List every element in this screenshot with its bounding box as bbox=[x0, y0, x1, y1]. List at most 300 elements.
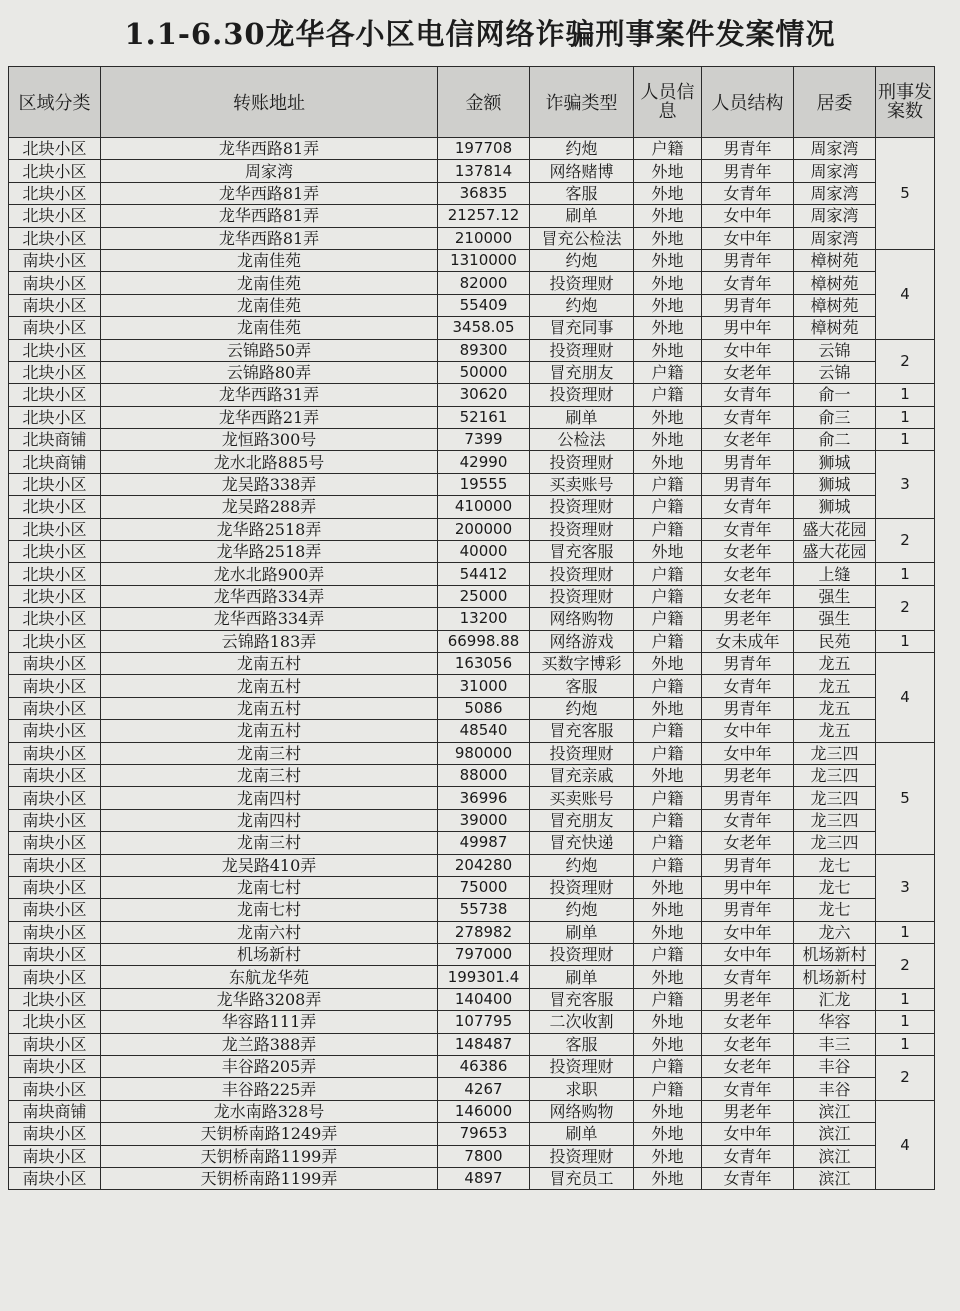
address-cell: 龙华西路81弄 bbox=[101, 138, 438, 160]
table-row bbox=[9, 1167, 935, 1189]
amount-cell: 7800 bbox=[438, 1145, 530, 1167]
person-structure-cell: 女青年 bbox=[702, 1167, 794, 1189]
address-cell: 龙南佳苑 bbox=[101, 272, 438, 294]
region-cell: 北块小区 bbox=[9, 205, 101, 227]
table-row bbox=[9, 451, 935, 473]
person-structure-cell: 女老年 bbox=[702, 541, 794, 563]
fraud-type-cell: 约炮 bbox=[530, 294, 634, 316]
person-structure-cell: 男青年 bbox=[702, 697, 794, 719]
committee-cell: 云锦 bbox=[794, 361, 876, 383]
table-row bbox=[9, 944, 935, 966]
address-cell: 龙南六村 bbox=[101, 921, 438, 943]
fraud-type-cell: 约炮 bbox=[530, 138, 634, 160]
committee-cell: 俞三 bbox=[794, 406, 876, 428]
person-info-cell: 外地 bbox=[634, 1033, 702, 1055]
table-row bbox=[9, 563, 935, 585]
person-info-cell: 户籍 bbox=[634, 1078, 702, 1100]
fraud-type-cell: 冒充客服 bbox=[530, 988, 634, 1010]
address-cell: 龙水南路328号 bbox=[101, 1100, 438, 1122]
person-structure-cell: 男中年 bbox=[702, 317, 794, 339]
fraud-type-cell: 冒充快递 bbox=[530, 832, 634, 854]
region-cell: 北块小区 bbox=[9, 1011, 101, 1033]
case-count-cell: 5 bbox=[876, 138, 935, 250]
address-cell: 龙南佳苑 bbox=[101, 317, 438, 339]
table-row bbox=[9, 406, 935, 428]
committee-cell: 华容 bbox=[794, 1011, 876, 1033]
committee-cell: 龙三四 bbox=[794, 742, 876, 764]
table-row bbox=[9, 473, 935, 495]
person-info-cell: 外地 bbox=[634, 451, 702, 473]
address-cell: 天钥桥南路1199弄 bbox=[101, 1167, 438, 1189]
person-structure-cell: 女老年 bbox=[702, 1011, 794, 1033]
address-cell: 龙华西路21弄 bbox=[101, 406, 438, 428]
table-row bbox=[9, 518, 935, 540]
amount-cell: 200000 bbox=[438, 518, 530, 540]
amount-cell: 146000 bbox=[438, 1100, 530, 1122]
fraud-type-cell: 投资理财 bbox=[530, 384, 634, 406]
table-header bbox=[9, 67, 935, 138]
person-structure-cell: 女青年 bbox=[702, 272, 794, 294]
header-region: 区域分类 bbox=[9, 67, 101, 138]
address-cell: 龙南佳苑 bbox=[101, 249, 438, 271]
fraud-type-cell: 刷单 bbox=[530, 205, 634, 227]
person-info-cell: 户籍 bbox=[634, 608, 702, 630]
table-row bbox=[9, 1011, 935, 1033]
table-row bbox=[9, 652, 935, 674]
amount-cell: 40000 bbox=[438, 541, 530, 563]
amount-cell: 4897 bbox=[438, 1167, 530, 1189]
region-cell: 北块小区 bbox=[9, 585, 101, 607]
table-row bbox=[9, 1145, 935, 1167]
committee-cell: 盛大花园 bbox=[794, 518, 876, 540]
committee-cell: 龙五 bbox=[794, 652, 876, 674]
table-row bbox=[9, 988, 935, 1010]
amount-cell: 13200 bbox=[438, 608, 530, 630]
fraud-type-cell: 冒充公检法 bbox=[530, 227, 634, 249]
committee-cell: 滨江 bbox=[794, 1123, 876, 1145]
region-cell: 南块小区 bbox=[9, 966, 101, 988]
address-cell: 龙华西路334弄 bbox=[101, 608, 438, 630]
table-row bbox=[9, 1100, 935, 1122]
committee-cell: 龙七 bbox=[794, 854, 876, 876]
person-info-cell: 外地 bbox=[634, 876, 702, 898]
person-info-cell: 外地 bbox=[634, 272, 702, 294]
case-count-cell: 2 bbox=[876, 944, 935, 989]
case-table bbox=[8, 66, 935, 1190]
person-info-cell: 外地 bbox=[634, 205, 702, 227]
person-info-cell: 户籍 bbox=[634, 518, 702, 540]
table-row bbox=[9, 272, 935, 294]
region-cell: 南块小区 bbox=[9, 876, 101, 898]
address-cell: 周家湾 bbox=[101, 160, 438, 182]
fraud-type-cell: 刷单 bbox=[530, 966, 634, 988]
amount-cell: 36996 bbox=[438, 787, 530, 809]
committee-cell: 龙七 bbox=[794, 876, 876, 898]
person-info-cell: 户籍 bbox=[634, 720, 702, 742]
person-info-cell: 户籍 bbox=[634, 854, 702, 876]
person-structure-cell: 女青年 bbox=[702, 384, 794, 406]
committee-cell: 樟树苑 bbox=[794, 249, 876, 271]
committee-cell: 周家湾 bbox=[794, 182, 876, 204]
fraud-type-cell: 投资理财 bbox=[530, 451, 634, 473]
fraud-type-cell: 投资理财 bbox=[530, 563, 634, 585]
fraud-type-cell: 投资理财 bbox=[530, 1145, 634, 1167]
fraud-type-cell: 投资理财 bbox=[530, 339, 634, 361]
person-info-cell: 户籍 bbox=[634, 496, 702, 518]
region-cell: 南块小区 bbox=[9, 1145, 101, 1167]
amount-cell: 210000 bbox=[438, 227, 530, 249]
address-cell: 华容路111弄 bbox=[101, 1011, 438, 1033]
person-structure-cell: 男中年 bbox=[702, 876, 794, 898]
person-structure-cell: 男青年 bbox=[702, 473, 794, 495]
address-cell: 天钥桥南路1249弄 bbox=[101, 1123, 438, 1145]
address-cell: 东航龙华苑 bbox=[101, 966, 438, 988]
committee-cell: 强生 bbox=[794, 608, 876, 630]
amount-cell: 82000 bbox=[438, 272, 530, 294]
address-cell: 龙南四村 bbox=[101, 809, 438, 831]
amount-cell: 55409 bbox=[438, 294, 530, 316]
person-structure-cell: 男老年 bbox=[702, 608, 794, 630]
person-structure-cell: 男青年 bbox=[702, 787, 794, 809]
person-structure-cell: 男青年 bbox=[702, 160, 794, 182]
fraud-type-cell: 刷单 bbox=[530, 921, 634, 943]
case-count-cell: 2 bbox=[876, 1056, 935, 1101]
person-structure-cell: 男老年 bbox=[702, 988, 794, 1010]
region-cell: 北块小区 bbox=[9, 563, 101, 585]
table-row bbox=[9, 921, 935, 943]
person-structure-cell: 女中年 bbox=[702, 205, 794, 227]
amount-cell: 66998.88 bbox=[438, 630, 530, 652]
amount-cell: 39000 bbox=[438, 809, 530, 831]
address-cell: 龙华路2518弄 bbox=[101, 518, 438, 540]
address-cell: 龙吴路410弄 bbox=[101, 854, 438, 876]
fraud-type-cell: 刷单 bbox=[530, 406, 634, 428]
fraud-type-cell: 二次收割 bbox=[530, 1011, 634, 1033]
table-row bbox=[9, 876, 935, 898]
table-row bbox=[9, 138, 935, 160]
region-cell: 北块小区 bbox=[9, 496, 101, 518]
person-info-cell: 外地 bbox=[634, 1123, 702, 1145]
person-info-cell: 外地 bbox=[634, 1167, 702, 1189]
committee-cell: 周家湾 bbox=[794, 160, 876, 182]
fraud-type-cell: 买数字博彩 bbox=[530, 652, 634, 674]
address-cell: 龙南佳苑 bbox=[101, 294, 438, 316]
fraud-type-cell: 冒充亲戚 bbox=[530, 764, 634, 786]
person-structure-cell: 男青年 bbox=[702, 652, 794, 674]
person-info-cell: 户籍 bbox=[634, 675, 702, 697]
committee-cell: 滨江 bbox=[794, 1100, 876, 1122]
region-cell: 北块小区 bbox=[9, 384, 101, 406]
address-cell: 龙华西路81弄 bbox=[101, 182, 438, 204]
fraud-type-cell: 客服 bbox=[530, 1033, 634, 1055]
table-row bbox=[9, 585, 935, 607]
person-structure-cell: 女老年 bbox=[702, 1033, 794, 1055]
person-info-cell: 外地 bbox=[634, 406, 702, 428]
region-cell: 南块小区 bbox=[9, 899, 101, 921]
case-count-cell: 5 bbox=[876, 742, 935, 854]
address-cell: 龙南五村 bbox=[101, 652, 438, 674]
fraud-type-cell: 投资理财 bbox=[530, 496, 634, 518]
table-body bbox=[9, 138, 935, 1190]
address-cell: 龙华西路31弄 bbox=[101, 384, 438, 406]
address-cell: 龙南五村 bbox=[101, 720, 438, 742]
amount-cell: 980000 bbox=[438, 742, 530, 764]
address-cell: 龙恒路300号 bbox=[101, 429, 438, 451]
fraud-type-cell: 约炮 bbox=[530, 249, 634, 271]
region-cell: 北块小区 bbox=[9, 339, 101, 361]
table-row bbox=[9, 429, 935, 451]
person-structure-cell: 女中年 bbox=[702, 1123, 794, 1145]
header-address: 转账地址 bbox=[101, 67, 438, 138]
region-cell: 南块小区 bbox=[9, 675, 101, 697]
address-cell: 丰谷路225弄 bbox=[101, 1078, 438, 1100]
committee-cell: 周家湾 bbox=[794, 138, 876, 160]
person-structure-cell: 女老年 bbox=[702, 429, 794, 451]
committee-cell: 盛大花园 bbox=[794, 541, 876, 563]
table-row bbox=[9, 742, 935, 764]
region-cell: 北块小区 bbox=[9, 406, 101, 428]
fraud-type-cell: 网络赌博 bbox=[530, 160, 634, 182]
person-structure-cell: 女中年 bbox=[702, 339, 794, 361]
table-row bbox=[9, 787, 935, 809]
person-info-cell: 外地 bbox=[634, 339, 702, 361]
person-info-cell: 户籍 bbox=[634, 473, 702, 495]
person-info-cell: 户籍 bbox=[634, 809, 702, 831]
committee-cell: 龙五 bbox=[794, 675, 876, 697]
header-fraud-type: 诈骗类型 bbox=[530, 67, 634, 138]
header-person-info: 人员信息 bbox=[634, 67, 702, 138]
person-structure-cell: 女青年 bbox=[702, 182, 794, 204]
header-amount: 金额 bbox=[438, 67, 530, 138]
region-cell: 南块小区 bbox=[9, 809, 101, 831]
person-info-cell: 外地 bbox=[634, 294, 702, 316]
committee-cell: 狮城 bbox=[794, 473, 876, 495]
fraud-type-cell: 投资理财 bbox=[530, 876, 634, 898]
region-cell: 南块小区 bbox=[9, 854, 101, 876]
person-structure-cell: 女中年 bbox=[702, 742, 794, 764]
region-cell: 南块小区 bbox=[9, 720, 101, 742]
address-cell: 龙南三村 bbox=[101, 742, 438, 764]
fraud-type-cell: 客服 bbox=[530, 182, 634, 204]
committee-cell: 樟树苑 bbox=[794, 317, 876, 339]
amount-cell: 278982 bbox=[438, 921, 530, 943]
address-cell: 龙南四村 bbox=[101, 787, 438, 809]
committee-cell: 龙五 bbox=[794, 697, 876, 719]
person-structure-cell: 女老年 bbox=[702, 832, 794, 854]
person-info-cell: 户籍 bbox=[634, 384, 702, 406]
table-row bbox=[9, 1123, 935, 1145]
region-cell: 北块小区 bbox=[9, 541, 101, 563]
region-cell: 南块小区 bbox=[9, 1123, 101, 1145]
address-cell: 龙南三村 bbox=[101, 832, 438, 854]
region-cell: 南块小区 bbox=[9, 1167, 101, 1189]
fraud-type-cell: 冒充客服 bbox=[530, 541, 634, 563]
person-info-cell: 户籍 bbox=[634, 138, 702, 160]
fraud-type-cell: 买卖账号 bbox=[530, 787, 634, 809]
person-structure-cell: 女青年 bbox=[702, 496, 794, 518]
fraud-type-cell: 约炮 bbox=[530, 854, 634, 876]
person-structure-cell: 男老年 bbox=[702, 1100, 794, 1122]
committee-cell: 滨江 bbox=[794, 1167, 876, 1189]
case-count-cell: 2 bbox=[876, 339, 935, 384]
fraud-type-cell: 冒充同事 bbox=[530, 317, 634, 339]
table-row bbox=[9, 1078, 935, 1100]
amount-cell: 42990 bbox=[438, 451, 530, 473]
header-committee: 居委 bbox=[794, 67, 876, 138]
amount-cell: 48540 bbox=[438, 720, 530, 742]
person-structure-cell: 男青年 bbox=[702, 138, 794, 160]
table-row bbox=[9, 764, 935, 786]
table-row bbox=[9, 227, 935, 249]
committee-cell: 滨江 bbox=[794, 1145, 876, 1167]
fraud-type-cell: 冒充客服 bbox=[530, 720, 634, 742]
person-structure-cell: 女青年 bbox=[702, 518, 794, 540]
address-cell: 龙华西路81弄 bbox=[101, 205, 438, 227]
amount-cell: 137814 bbox=[438, 160, 530, 182]
case-count-cell: 1 bbox=[876, 429, 935, 451]
amount-cell: 46386 bbox=[438, 1056, 530, 1078]
address-cell: 天钥桥南路1199弄 bbox=[101, 1145, 438, 1167]
region-cell: 南块商铺 bbox=[9, 1100, 101, 1122]
amount-cell: 55738 bbox=[438, 899, 530, 921]
region-cell: 南块小区 bbox=[9, 272, 101, 294]
fraud-type-cell: 约炮 bbox=[530, 697, 634, 719]
region-cell: 北块小区 bbox=[9, 988, 101, 1010]
person-structure-cell: 女中年 bbox=[702, 227, 794, 249]
address-cell: 龙华西路334弄 bbox=[101, 585, 438, 607]
person-info-cell: 户籍 bbox=[634, 944, 702, 966]
person-structure-cell: 男青年 bbox=[702, 899, 794, 921]
table-row bbox=[9, 496, 935, 518]
committee-cell: 龙五 bbox=[794, 720, 876, 742]
person-structure-cell: 男青年 bbox=[702, 249, 794, 271]
table-row bbox=[9, 361, 935, 383]
region-cell: 北块小区 bbox=[9, 361, 101, 383]
case-count-cell: 1 bbox=[876, 1033, 935, 1055]
table-row bbox=[9, 630, 935, 652]
person-structure-cell: 女老年 bbox=[702, 361, 794, 383]
region-cell: 北块小区 bbox=[9, 473, 101, 495]
amount-cell: 54412 bbox=[438, 563, 530, 585]
fraud-type-cell: 投资理财 bbox=[530, 1056, 634, 1078]
committee-cell: 周家湾 bbox=[794, 205, 876, 227]
table-row bbox=[9, 294, 935, 316]
table-row bbox=[9, 697, 935, 719]
committee-cell: 龙三四 bbox=[794, 764, 876, 786]
amount-cell: 36835 bbox=[438, 182, 530, 204]
committee-cell: 丰谷 bbox=[794, 1078, 876, 1100]
address-cell: 龙南七村 bbox=[101, 899, 438, 921]
person-structure-cell: 男青年 bbox=[702, 294, 794, 316]
person-structure-cell: 女青年 bbox=[702, 966, 794, 988]
address-cell: 龙水北路900弄 bbox=[101, 563, 438, 585]
table-row bbox=[9, 317, 935, 339]
region-cell: 北块小区 bbox=[9, 160, 101, 182]
person-structure-cell: 女青年 bbox=[702, 406, 794, 428]
amount-cell: 797000 bbox=[438, 944, 530, 966]
committee-cell: 机场新村 bbox=[794, 966, 876, 988]
person-info-cell: 外地 bbox=[634, 160, 702, 182]
fraud-type-cell: 投资理财 bbox=[530, 272, 634, 294]
committee-cell: 龙六 bbox=[794, 921, 876, 943]
committee-cell: 狮城 bbox=[794, 451, 876, 473]
address-cell: 云锦路183弄 bbox=[101, 630, 438, 652]
region-cell: 北块商铺 bbox=[9, 429, 101, 451]
amount-cell: 25000 bbox=[438, 585, 530, 607]
amount-cell: 31000 bbox=[438, 675, 530, 697]
person-info-cell: 外地 bbox=[634, 764, 702, 786]
person-structure-cell: 女中年 bbox=[702, 944, 794, 966]
amount-cell: 30620 bbox=[438, 384, 530, 406]
person-info-cell: 外地 bbox=[634, 541, 702, 563]
case-count-cell: 1 bbox=[876, 406, 935, 428]
table-row bbox=[9, 720, 935, 742]
amount-cell: 52161 bbox=[438, 406, 530, 428]
table-row bbox=[9, 384, 935, 406]
fraud-type-cell: 网络购物 bbox=[530, 608, 634, 630]
address-cell: 龙华路2518弄 bbox=[101, 541, 438, 563]
person-structure-cell: 男青年 bbox=[702, 854, 794, 876]
address-cell: 龙南三村 bbox=[101, 764, 438, 786]
amount-cell: 75000 bbox=[438, 876, 530, 898]
table-row bbox=[9, 182, 935, 204]
person-structure-cell: 女中年 bbox=[702, 720, 794, 742]
person-structure-cell: 女青年 bbox=[702, 675, 794, 697]
person-info-cell: 外地 bbox=[634, 249, 702, 271]
case-count-cell: 2 bbox=[876, 585, 935, 630]
table-row bbox=[9, 809, 935, 831]
person-info-cell: 户籍 bbox=[634, 630, 702, 652]
region-cell: 南块小区 bbox=[9, 742, 101, 764]
case-count-cell: 1 bbox=[876, 630, 935, 652]
fraud-type-cell: 投资理财 bbox=[530, 944, 634, 966]
person-info-cell: 户籍 bbox=[634, 1056, 702, 1078]
table-row bbox=[9, 966, 935, 988]
person-structure-cell: 男老年 bbox=[702, 764, 794, 786]
amount-cell: 163056 bbox=[438, 652, 530, 674]
table-row bbox=[9, 1056, 935, 1078]
fraud-type-cell: 冒充朋友 bbox=[530, 361, 634, 383]
region-cell: 南块小区 bbox=[9, 921, 101, 943]
address-cell: 龙华西路81弄 bbox=[101, 227, 438, 249]
person-structure-cell: 女青年 bbox=[702, 809, 794, 831]
case-count-cell: 1 bbox=[876, 1011, 935, 1033]
fraud-type-cell: 客服 bbox=[530, 675, 634, 697]
amount-cell: 5086 bbox=[438, 697, 530, 719]
person-info-cell: 外地 bbox=[634, 1100, 702, 1122]
address-cell: 龙华路3208弄 bbox=[101, 988, 438, 1010]
case-count-cell: 3 bbox=[876, 854, 935, 921]
committee-cell: 俞二 bbox=[794, 429, 876, 451]
person-structure-cell: 女老年 bbox=[702, 563, 794, 585]
committee-cell: 上缝 bbox=[794, 563, 876, 585]
person-info-cell: 外地 bbox=[634, 317, 702, 339]
address-cell: 丰谷路205弄 bbox=[101, 1056, 438, 1078]
committee-cell: 云锦 bbox=[794, 339, 876, 361]
region-cell: 南块小区 bbox=[9, 249, 101, 271]
case-count-cell: 1 bbox=[876, 563, 935, 585]
region-cell: 南块小区 bbox=[9, 1078, 101, 1100]
committee-cell: 汇龙 bbox=[794, 988, 876, 1010]
amount-cell: 49987 bbox=[438, 832, 530, 854]
region-cell: 北块小区 bbox=[9, 630, 101, 652]
region-cell: 北块商铺 bbox=[9, 451, 101, 473]
header-row bbox=[9, 67, 935, 138]
amount-cell: 89300 bbox=[438, 339, 530, 361]
region-cell: 北块小区 bbox=[9, 138, 101, 160]
amount-cell: 50000 bbox=[438, 361, 530, 383]
region-cell: 南块小区 bbox=[9, 944, 101, 966]
